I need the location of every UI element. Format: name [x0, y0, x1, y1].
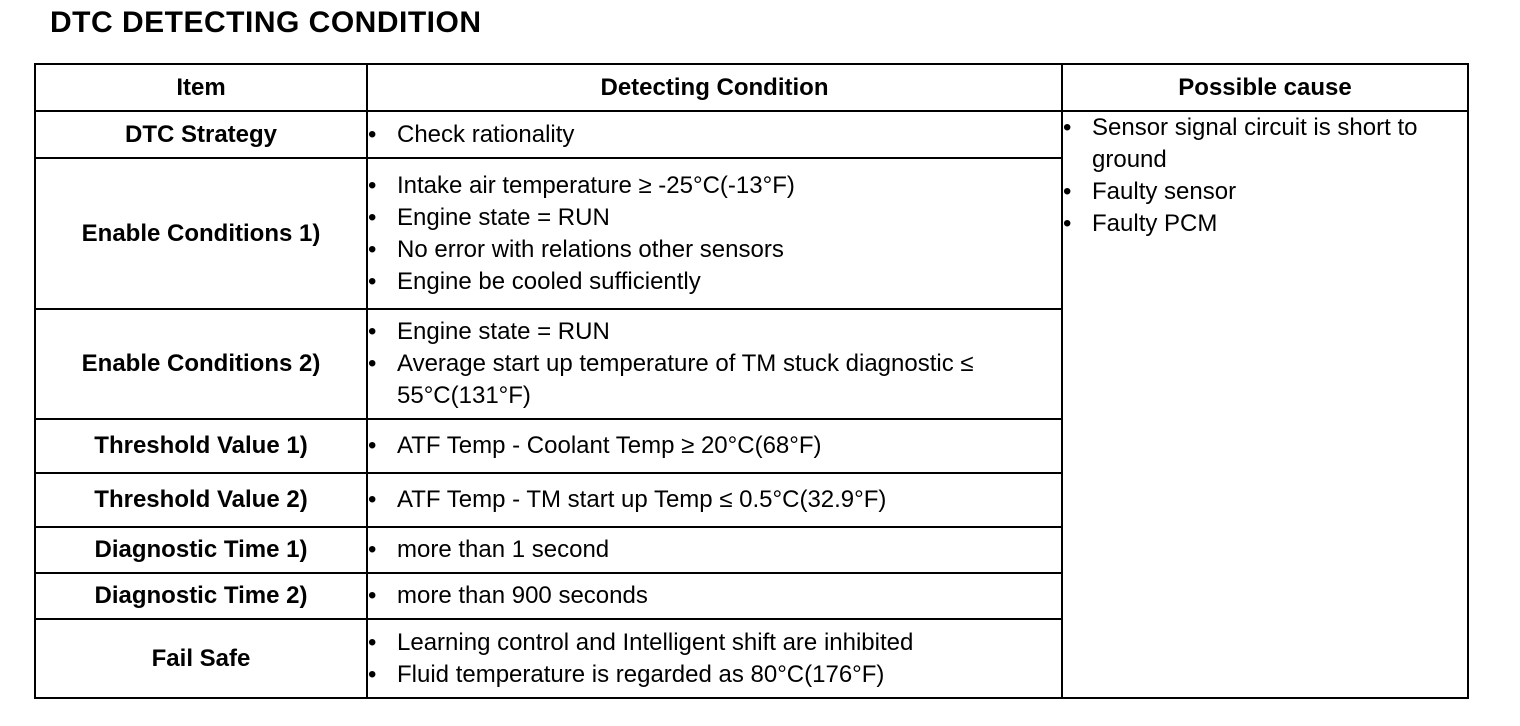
condition-text: • Engine state = RUN — [368, 202, 1061, 234]
cause-text: • Faulty PCM — [1063, 208, 1467, 240]
condition-text: • Learning control and Intelligent shift are inhibited — [368, 627, 1061, 659]
header-detecting-condition: Detecting Condition — [367, 64, 1062, 111]
header-possible-cause: Possible cause — [1062, 64, 1468, 111]
row-item-fail-safe: Fail Safe — [35, 619, 367, 698]
row-item-diagnostic-time-2: Diagnostic Time 2) — [35, 573, 367, 619]
condition-text: • Check rationality — [368, 119, 1061, 151]
condition-text: • Intake air temperature ≥ -25°C(-13°F) — [368, 170, 1061, 202]
row-item-enable-conditions-2: Enable Conditions 2) — [35, 309, 367, 419]
condition-text: • Fluid temperature is regarded as 80°C(176°F) — [368, 659, 1061, 691]
condition-text: • Average start up temperature of TM stuck diagnostic ≤ 55°C(131°F) — [368, 348, 1061, 412]
row-item-threshold-value-2: Threshold Value 2) — [35, 473, 367, 527]
row-conditions — [367, 419, 1062, 473]
condition-text: • more than 900 seconds — [368, 580, 1061, 612]
row-conditions — [367, 473, 1062, 527]
condition-text: • ATF Temp - Coolant Temp ≥ 20°C(68°F) — [368, 430, 1061, 462]
row-conditions — [367, 309, 1062, 419]
condition-text: • more than 1 second — [368, 534, 1061, 566]
cause-text: • Faulty sensor — [1063, 176, 1467, 208]
table-header-row — [35, 64, 1468, 111]
row-item-diagnostic-time-1: Diagnostic Time 1) — [35, 527, 367, 573]
condition-text: • Engine state = RUN — [368, 316, 1061, 348]
table-row — [35, 111, 1468, 158]
condition-text: • ATF Temp - TM start up Temp ≤ 0.5°C(32.9°F) — [368, 484, 1061, 516]
possible-cause-cell — [1062, 111, 1468, 698]
row-conditions — [367, 158, 1062, 309]
row-conditions — [367, 527, 1062, 573]
condition-text: • Engine be cooled sufficiently — [368, 266, 1061, 298]
header-item: Item — [35, 64, 367, 111]
cause-text: • Sensor signal circuit is short to ground — [1063, 112, 1467, 176]
row-conditions — [367, 619, 1062, 698]
row-item-dtc-strategy: DTC Strategy — [35, 111, 367, 158]
dtc-condition-table — [34, 63, 1469, 699]
row-conditions — [367, 111, 1062, 158]
row-item-threshold-value-1: Threshold Value 1) — [35, 419, 367, 473]
page-title: DTC DETECTING CONDITION — [50, 6, 482, 39]
row-item-enable-conditions-1: Enable Conditions 1) — [35, 158, 367, 309]
condition-text: • No error with relations other sensors — [368, 234, 1061, 266]
row-conditions — [367, 573, 1062, 619]
